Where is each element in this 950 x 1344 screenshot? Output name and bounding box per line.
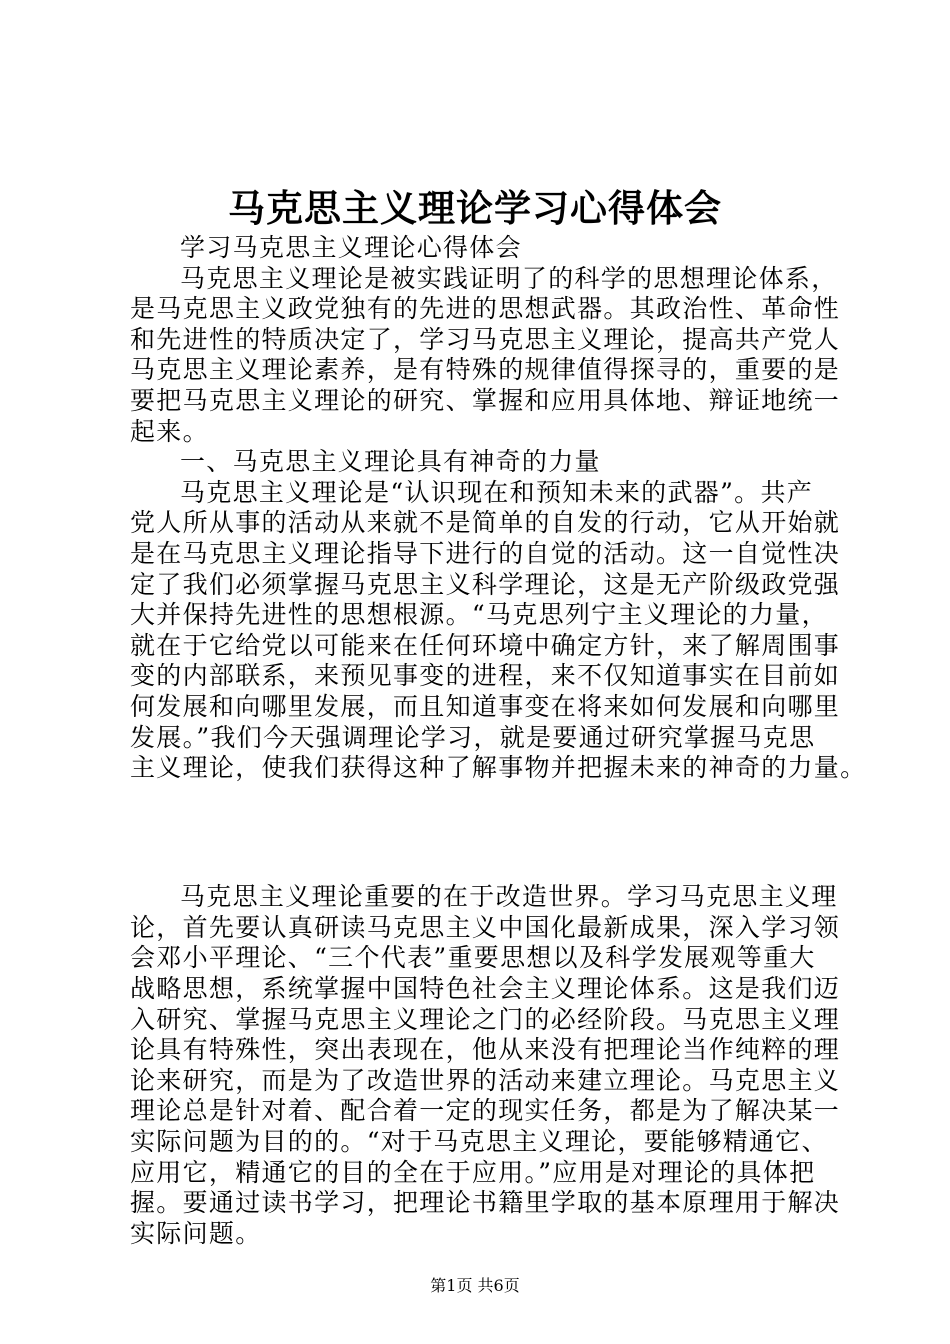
text-line: 要把马克思主义理论的研究、掌握和应用具体地、辩证地统一	[130, 385, 841, 415]
text-line: 何发展和向哪里发展，而且知道事变在将来如何发展和向哪里	[130, 691, 841, 721]
text-line: 实际问题为目的的。“对于马克思主义理论，要能够精通它、	[130, 1127, 828, 1157]
text-line: 战略思想，系统掌握中国特色社会主义理论体系。这是我们迈	[130, 974, 841, 1004]
text-line: 就在于它给党以可能来在任何环境中确定方针，来了解周围事	[130, 630, 841, 660]
text-line: 马克思主义理论是“认识现在和预知未来的武器”。共产	[180, 477, 814, 507]
text-line: 一、马克思主义理论具有神奇的力量	[180, 447, 601, 477]
text-line: 发展。”我们今天强调理论学习，就是要通过研究掌握马克思	[130, 722, 816, 752]
section-heading	[130, 447, 830, 478]
text-line: 论，首先要认真研读马克思主义中国化最新成果，深入学习领	[130, 912, 841, 942]
paragraph-spacer	[130, 814, 830, 882]
text-line: 应用它，精通它的目的全在于应用。”应用是对理论的具体把	[130, 1157, 816, 1187]
text-line: 党人所从事的活动从来就不是简单的自发的行动，它从开始就	[130, 508, 841, 538]
text-line: 入研究、掌握马克思主义理论之门的必经阶段。马克思主义理	[130, 1004, 841, 1034]
section-one-paragraph	[130, 477, 867, 815]
document-body	[130, 233, 867, 1249]
section-two-paragraph	[130, 882, 841, 1249]
text-line: 和先进性的特质决定了，学习马克思主义理论，提高共产党人	[130, 324, 841, 354]
page-footer: 第1页 共6页	[430, 1276, 520, 1295]
text-line: 学习马克思主义理论心得体会	[180, 233, 522, 262]
text-line: 实际问题。	[130, 1218, 262, 1248]
intro-paragraph	[130, 263, 841, 448]
text-line: 论来研究，而是为了改造世界的活动来建立理论。马克思主义	[130, 1065, 841, 1095]
text-line: 定了我们必须掌握马克思主义科学理论，这是无产阶级政党强	[130, 569, 841, 599]
text-line: 主义理论，使我们获得这种了解事物并把握未来的神奇的力量。	[130, 753, 867, 783]
text-line: 变的内部联系，来预见事变的进程，来不仅知道事实在目前如	[130, 661, 841, 691]
text-line: 握。要通过读书学习，把理论书籍里学取的基本原理用于解决	[130, 1188, 841, 1218]
text-line: 大并保持先进性的思想根源。“马克思列宁主义理论的力量，	[130, 600, 828, 630]
text-line: 马克思主义理论重要的在于改造世界。学习马克思主义理	[180, 882, 838, 912]
text-line: 是马克思主义政党独有的先进的思想武器。其政治性、革命性	[130, 294, 841, 324]
document-title: 马克思主义理论学习心得体会	[228, 186, 722, 230]
subtitle-paragraph	[130, 233, 830, 264]
text-line: 理论总是针对着、配合着一定的现实任务，都是为了解决某一	[130, 1096, 841, 1126]
text-line: 起来。	[130, 416, 209, 446]
text-line: 是在马克思主义理论指导下进行的自觉的活动。这一自觉性决	[130, 538, 841, 568]
text-line: 论具有特殊性，突出表现在，他从来没有把理论当作纯粹的理	[130, 1035, 841, 1065]
text-line	[130, 784, 830, 815]
text-line: 会邓小平理论、“三个代表”重要思想以及科学发展观等重大	[130, 943, 816, 973]
text-line: 马克思主义理论素养，是有特殊的规律值得探寻的，重要的是	[130, 355, 841, 385]
text-line: 马克思主义理论是被实践证明了的科学的思想理论体系，	[180, 263, 838, 293]
